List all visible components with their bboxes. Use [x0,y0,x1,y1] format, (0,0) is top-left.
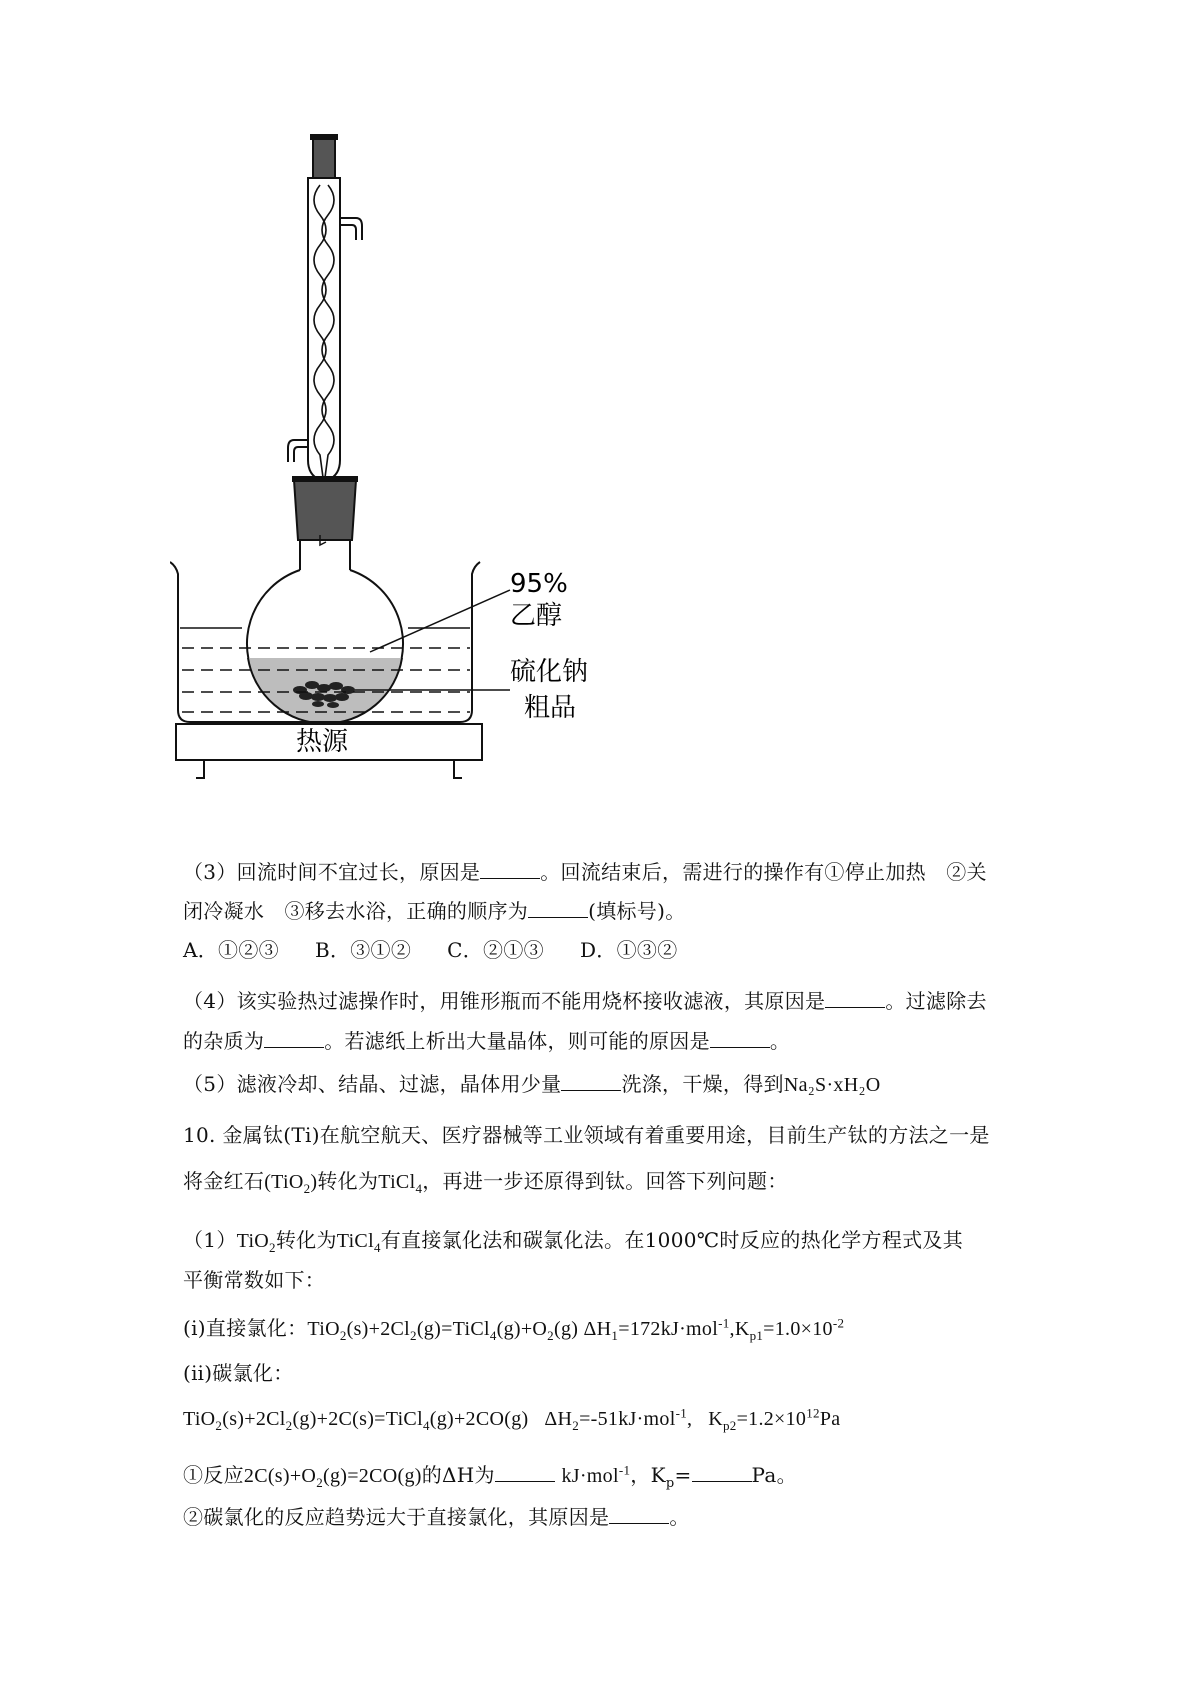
q3-options [183,936,714,964]
q3-blank-2 [528,899,588,918]
q10-line1: 10. 金属钛(Ti)在航空航天、医疗器械等工业领域有着重要用途，目前生产钛的方法之一是 [183,1123,990,1147]
q5-line [183,1070,880,1099]
q10-sub1-c: 有直接氯化法和碳氯化法。在1000℃时反应的热化学方程式及其 [380,1228,964,1252]
q3-text-b: 。回流结束后，需进行的操作有①停止加热 ②关 [540,860,987,884]
q2-blank [609,1505,669,1524]
q4-blank-1 [825,989,885,1008]
q3-line1 [183,858,987,886]
q10-sub1-a: （1） [183,1228,237,1252]
reaction-i [183,1314,844,1343]
label-ethanol: 乙醇 [510,601,563,631]
reaction-i-equation: $TiO_2(s)+2Cl_2(g)=TiCl_4(g)+O_2(g)$ $\Delta H_1=172kJ\cdot mol^{-1},K_{p1}=1.0\times 10^{-2}$ [307,1315,845,1343]
q4-blank-3 [710,1029,770,1048]
reaction-i-label: (ⅰ)直接氯化： [183,1316,308,1340]
q4-text-e: 。 [769,1029,791,1053]
option-c: C．②①③ [447,938,544,962]
q3-text-c: 闭冷凝水 ③移去水浴，正确的顺序为 [183,899,529,923]
q10-line2 [183,1167,788,1196]
q1-text-b: 的ΔH为 [421,1463,495,1487]
option-d: D．①③② [579,938,678,962]
q10-sub-q1: ①反应$2C(s)+O_2(g)=2CO(g)$的ΔH为 kJ·mol$^{-1}$，$K_p= Pa$。 [183,1462,797,1491]
q4-line1 [183,987,987,1015]
q1-blank-1 [495,1463,555,1482]
q3-line2 [183,897,686,925]
q10-text-c: ，再进一步还原得到钛。回答下列问题： [422,1169,788,1193]
reflux-apparatus-figure [170,130,730,850]
option-a: A．①②③ [183,938,279,962]
q10-sub1-b: 转化为 [275,1228,337,1252]
q3-blank-1 [480,860,540,879]
q1-text-d: ，K [630,1463,666,1487]
q5-text-b: 洗涤，干燥，得到 [621,1072,784,1096]
q2-end: 。 [669,1505,690,1529]
q5-text-a: （5）滤液冷却、结晶、过滤，晶体用少量 [183,1072,562,1096]
formula-tio2: TiO$_2$ [236,1230,276,1255]
condenser-stopper [313,138,335,178]
q1-text-f: Pa。 [751,1463,797,1487]
reaction-ii-label: (ⅱ)碳氯化： [183,1361,294,1385]
q10-sub-q2 [183,1503,690,1531]
q10-sub1-line1 [183,1226,963,1255]
q1-text-a: ①反应 [183,1463,244,1487]
q10-sub1-line2: 平衡常数如下： [183,1268,326,1292]
option-b: B．③①② [314,938,412,962]
q3-text-a: （3）回流时间不宜过长，原因是 [183,860,481,884]
q3-text-d: (填标号)。 [588,899,686,923]
reaction-ii-equation: $TiO_2(s)+2Cl_2(g)+2C(s)=TiCl_4(g)+2CO(g)$ $\Delta H_2=-51kJ\cdot mol^{-1}$, $K_{p2}=1.2\times 10^{12}Pa$ [183,1405,841,1433]
q4-blank-2 [264,1029,324,1048]
q1-blank-2 [692,1463,752,1482]
q1-unit: kJ·mol$^{-1}$ [561,1462,631,1487]
label-ethanol-pct: 95% [510,569,568,599]
q4-text-d: 。若滤纸上析出大量晶体，则可能的原因是 [324,1029,710,1053]
label-crude-1: 硫化钠 [510,657,589,687]
formula-ticl4-2: TiCl$_4$ [336,1230,381,1255]
q5-formula: Na₂S·xH₂O [783,1074,881,1096]
q1-text-e: = [674,1463,692,1487]
label-crude-2: 粗品 [524,693,577,723]
q4-text-a: （4）该实验热过滤操作时，用锥形瓶而不能用烧杯接收滤液，其原因是 [183,989,826,1013]
q4-line2 [183,1027,790,1055]
formula-ticl4: TiCl$_4$ [378,1171,423,1196]
q2-text: ②碳氯化的反应趋势远大于直接氯化，其原因是 [183,1505,610,1529]
label-heat-source: 热源 [296,727,349,757]
q4-text-b: 。过滤除去 [885,989,987,1013]
q10-text-b: 转化为 [317,1169,379,1193]
q10-text-a: 将金红石 [183,1169,265,1193]
q4-text-c: 的杂质为 [183,1029,265,1053]
formula-tio2-paren: (TiO$_2$) [264,1171,318,1196]
flask-stopper [294,480,356,540]
reaction-co-equation: $2C(s)+O_2(g)=2CO(g)$ [243,1465,422,1490]
q5-blank [561,1072,621,1091]
reaction-ii [183,1404,840,1433]
